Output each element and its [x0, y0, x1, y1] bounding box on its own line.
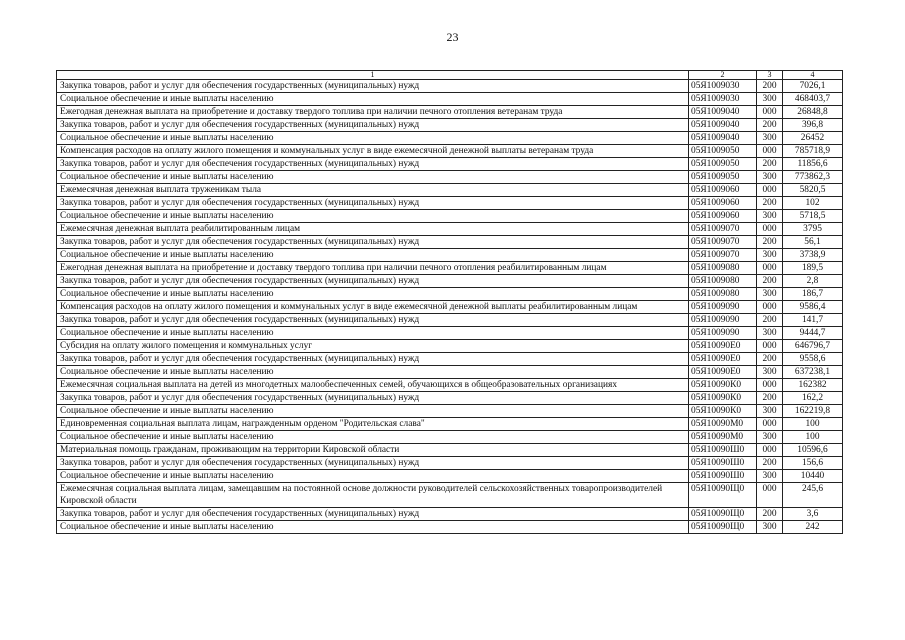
row-type-cell: 200 [757, 275, 783, 288]
row-name-cell: Закупка товаров, работ и услуг для обеспечения государственных (муниципальных) нужд [57, 353, 689, 366]
row-name-cell: Ежемесячная социальная выплата лицам, замещавшим на постоянной основе должности руководителей сельскохозяйственных товаропроизводителей Кировской области [57, 483, 689, 508]
table-row [57, 119, 843, 132]
row-name-cell: Закупка товаров, работ и услуг для обеспечения государственных (муниципальных) нужд [57, 457, 689, 470]
row-code-cell: 05Я1009050 [689, 158, 757, 171]
row-name-cell: Материальная помощь гражданам, проживающим на территории Кировской области [57, 444, 689, 457]
row-code-cell: 05Я1009040 [689, 132, 757, 145]
row-name-cell: Закупка товаров, работ и услуг для обеспечения государственных (муниципальных) нужд [57, 508, 689, 521]
header-col-3: 3 [757, 71, 783, 80]
row-amount-cell: 162219,8 [783, 405, 843, 418]
table-row [57, 314, 843, 327]
table-row [57, 80, 843, 93]
row-name-cell: Социальное обеспечение и иные выплаты населению [57, 93, 689, 106]
table-row [57, 301, 843, 314]
row-amount-cell: 637238,1 [783, 366, 843, 379]
row-amount-cell: 26848,8 [783, 106, 843, 119]
row-amount-cell: 2,8 [783, 275, 843, 288]
table-row [57, 470, 843, 483]
row-type-cell: 200 [757, 314, 783, 327]
row-amount-cell: 26452 [783, 132, 843, 145]
row-type-cell: 200 [757, 353, 783, 366]
row-code-cell: 05Я10090Е0 [689, 340, 757, 353]
table-row [57, 288, 843, 301]
row-code-cell: 05Я1009040 [689, 106, 757, 119]
row-type-cell: 200 [757, 158, 783, 171]
row-code-cell: 05Я10090К0 [689, 392, 757, 405]
row-type-cell: 000 [757, 106, 783, 119]
row-type-cell: 000 [757, 379, 783, 392]
table-row [57, 158, 843, 171]
table-row [57, 418, 843, 431]
table-row [57, 444, 843, 457]
row-code-cell: 05Я10090Щ0 [689, 483, 757, 508]
row-type-cell: 300 [757, 327, 783, 340]
row-name-cell: Компенсация расходов на оплату жилого помещения и коммунальных услуг в виде ежемесячной денежной выплаты ветеранам труда [57, 145, 689, 158]
row-code-cell: 05Я10090Е0 [689, 353, 757, 366]
row-amount-cell: 10596,6 [783, 444, 843, 457]
row-type-cell: 300 [757, 366, 783, 379]
row-name-cell: Компенсация расходов на оплату жилого помещения и коммунальных услуг в виде ежемесячной денежной выплаты реабилитированным лицам [57, 301, 689, 314]
table-row [57, 275, 843, 288]
row-code-cell: 05Я10090М0 [689, 431, 757, 444]
row-name-cell: Социальное обеспечение и иные выплаты населению [57, 171, 689, 184]
table-body [57, 71, 843, 534]
row-name-cell: Единовременная социальная выплата лицам, награжденным орденом "Родительская слава" [57, 418, 689, 431]
row-amount-cell: 162382 [783, 379, 843, 392]
row-amount-cell: 186,7 [783, 288, 843, 301]
table-row [57, 431, 843, 444]
row-code-cell: 05Я1009040 [689, 119, 757, 132]
row-type-cell: 000 [757, 262, 783, 275]
row-code-cell: 05Я1009050 [689, 145, 757, 158]
row-name-cell: Ежегодная денежная выплата на приобретение и доставку твердого топлива при наличии печного отопления реабилитированным лицам [57, 262, 689, 275]
row-name-cell: Закупка товаров, работ и услуг для обеспечения государственных (муниципальных) нужд [57, 314, 689, 327]
row-code-cell: 05Я1009070 [689, 223, 757, 236]
table-row [57, 249, 843, 262]
row-amount-cell: 9558,6 [783, 353, 843, 366]
row-code-cell: 05Я1009070 [689, 249, 757, 262]
row-name-cell: Ежемесячная денежная выплата реабилитированным лицам [57, 223, 689, 236]
row-type-cell: 200 [757, 457, 783, 470]
row-amount-cell: 189,5 [783, 262, 843, 275]
row-amount-cell: 141,7 [783, 314, 843, 327]
table-row [57, 353, 843, 366]
row-name-cell: Социальное обеспечение и иные выплаты населению [57, 210, 689, 223]
row-code-cell: 05Я10090К0 [689, 405, 757, 418]
row-amount-cell: 162,2 [783, 392, 843, 405]
table-row [57, 340, 843, 353]
table-row [57, 483, 843, 508]
row-type-cell: 300 [757, 249, 783, 262]
row-type-cell: 300 [757, 288, 783, 301]
row-type-cell: 000 [757, 223, 783, 236]
table-row [57, 366, 843, 379]
row-name-cell: Социальное обеспечение и иные выплаты населению [57, 405, 689, 418]
row-type-cell: 000 [757, 340, 783, 353]
table-row [57, 508, 843, 521]
row-type-cell: 000 [757, 418, 783, 431]
row-amount-cell: 102 [783, 197, 843, 210]
row-code-cell: 05Я10090Щ0 [689, 508, 757, 521]
row-name-cell: Закупка товаров, работ и услуг для обеспечения государственных (муниципальных) нужд [57, 119, 689, 132]
row-code-cell: 05Я1009080 [689, 262, 757, 275]
table-row [57, 392, 843, 405]
row-name-cell: Субсидия на оплату жилого помещения и коммунальных услуг [57, 340, 689, 353]
row-amount-cell: 11856,6 [783, 158, 843, 171]
row-amount-cell: 56,1 [783, 236, 843, 249]
row-name-cell: Социальное обеспечение и иные выплаты населению [57, 132, 689, 145]
table-row [57, 171, 843, 184]
header-col-4: 4 [783, 71, 843, 80]
row-code-cell: 05Я10090Щ0 [689, 521, 757, 534]
table-row [57, 197, 843, 210]
row-name-cell: Социальное обеспечение и иные выплаты населению [57, 470, 689, 483]
header-col-2: 2 [689, 71, 757, 80]
row-name-cell: Социальное обеспечение и иные выплаты населению [57, 366, 689, 379]
row-type-cell: 200 [757, 119, 783, 132]
row-name-cell: Ежемесячная социальная выплата на детей из многодетных малообеспеченных семей, обучающихся в общеобразовательных организациях [57, 379, 689, 392]
table-row [57, 262, 843, 275]
row-amount-cell: 3738,9 [783, 249, 843, 262]
row-amount-cell: 5718,5 [783, 210, 843, 223]
row-code-cell: 05Я10090Ш0 [689, 444, 757, 457]
row-amount-cell: 156,6 [783, 457, 843, 470]
table-row [57, 106, 843, 119]
row-code-cell: 05Я1009060 [689, 184, 757, 197]
table-row [57, 145, 843, 158]
row-code-cell: 05Я10090Е0 [689, 366, 757, 379]
table-row [57, 236, 843, 249]
row-code-cell: 05Я1009080 [689, 275, 757, 288]
row-code-cell: 05Я1009030 [689, 93, 757, 106]
table-row [57, 379, 843, 392]
row-name-cell: Закупка товаров, работ и услуг для обеспечения государственных (муниципальных) нужд [57, 275, 689, 288]
row-type-cell: 300 [757, 93, 783, 106]
row-type-cell: 200 [757, 392, 783, 405]
table-header-row [57, 71, 843, 80]
row-name-cell: Ежегодная денежная выплата на приобретение и доставку твердого топлива при наличии печного отопления ветеранам труда [57, 106, 689, 119]
table-row [57, 457, 843, 470]
row-code-cell: 05Я10090К0 [689, 379, 757, 392]
row-type-cell: 200 [757, 508, 783, 521]
row-amount-cell: 3,6 [783, 508, 843, 521]
row-amount-cell: 10440 [783, 470, 843, 483]
row-name-cell: Социальное обеспечение и иные выплаты населению [57, 327, 689, 340]
row-amount-cell: 100 [783, 418, 843, 431]
row-type-cell: 300 [757, 405, 783, 418]
header-col-1: 1 [57, 71, 689, 80]
row-code-cell: 05Я10090Ш0 [689, 470, 757, 483]
row-type-cell: 000 [757, 184, 783, 197]
row-code-cell: 05Я1009060 [689, 210, 757, 223]
row-name-cell: Социальное обеспечение и иные выплаты населению [57, 431, 689, 444]
row-type-cell: 000 [757, 483, 783, 508]
row-type-cell: 300 [757, 470, 783, 483]
row-amount-cell: 773862,3 [783, 171, 843, 184]
row-code-cell: 05Я10090Ш0 [689, 457, 757, 470]
row-name-cell: Закупка товаров, работ и услуг для обеспечения государственных (муниципальных) нужд [57, 158, 689, 171]
row-code-cell: 05Я1009080 [689, 288, 757, 301]
row-code-cell: 05Я1009090 [689, 327, 757, 340]
row-name-cell: Социальное обеспечение и иные выплаты населению [57, 521, 689, 534]
table-row [57, 405, 843, 418]
row-name-cell: Ежемесячная денежная выплата труженикам тыла [57, 184, 689, 197]
table-row [57, 132, 843, 145]
row-amount-cell: 785718,9 [783, 145, 843, 158]
row-code-cell: 05Я10090М0 [689, 418, 757, 431]
row-name-cell: Закупка товаров, работ и услуг для обеспечения государственных (муниципальных) нужд [57, 392, 689, 405]
row-amount-cell: 9586,4 [783, 301, 843, 314]
row-type-cell: 000 [757, 301, 783, 314]
row-type-cell: 300 [757, 132, 783, 145]
row-type-cell: 000 [757, 444, 783, 457]
row-name-cell: Социальное обеспечение и иные выплаты населению [57, 288, 689, 301]
row-name-cell: Закупка товаров, работ и услуг для обеспечения государственных (муниципальных) нужд [57, 80, 689, 93]
row-amount-cell: 7026,1 [783, 80, 843, 93]
row-type-cell: 200 [757, 197, 783, 210]
row-amount-cell: 468403,7 [783, 93, 843, 106]
row-code-cell: 05Я1009030 [689, 80, 757, 93]
row-type-cell: 000 [757, 145, 783, 158]
row-amount-cell: 100 [783, 431, 843, 444]
row-code-cell: 05Я1009090 [689, 301, 757, 314]
row-amount-cell: 646796,7 [783, 340, 843, 353]
row-amount-cell: 242 [783, 521, 843, 534]
table-row [57, 93, 843, 106]
row-code-cell: 05Я1009060 [689, 197, 757, 210]
row-code-cell: 05Я1009050 [689, 171, 757, 184]
row-type-cell: 200 [757, 80, 783, 93]
row-name-cell: Закупка товаров, работ и услуг для обеспечения государственных (муниципальных) нужд [57, 197, 689, 210]
row-name-cell: Закупка товаров, работ и услуг для обеспечения государственных (муниципальных) нужд [57, 236, 689, 249]
row-type-cell: 200 [757, 236, 783, 249]
budget-table [56, 70, 843, 534]
row-name-cell: Социальное обеспечение и иные выплаты населению [57, 249, 689, 262]
row-amount-cell: 5820,5 [783, 184, 843, 197]
row-type-cell: 300 [757, 431, 783, 444]
table-row [57, 184, 843, 197]
row-code-cell: 05Я1009070 [689, 236, 757, 249]
row-amount-cell: 396,8 [783, 119, 843, 132]
row-amount-cell: 9444,7 [783, 327, 843, 340]
table-row [57, 223, 843, 236]
row-type-cell: 300 [757, 521, 783, 534]
row-amount-cell: 3795 [783, 223, 843, 236]
page-number: 23 [446, 30, 459, 44]
row-type-cell: 300 [757, 210, 783, 223]
table-row [57, 521, 843, 534]
table-row [57, 210, 843, 223]
table-row [57, 327, 843, 340]
row-code-cell: 05Я1009090 [689, 314, 757, 327]
row-amount-cell: 245,6 [783, 483, 843, 508]
row-type-cell: 300 [757, 171, 783, 184]
